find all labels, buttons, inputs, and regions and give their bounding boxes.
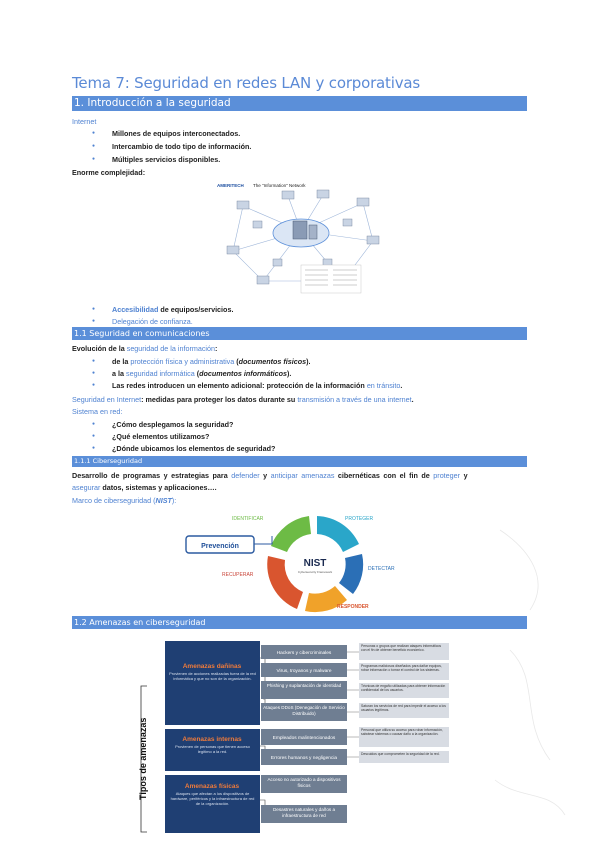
list-item: ● de la protección física y administrativa (documentos físicos). — [92, 357, 311, 366]
background-decoration — [490, 520, 570, 820]
group-desc: Provienen de personas que tienen acceso legítimo a la red. — [175, 744, 250, 754]
group-desc: Provienen de acciones realizadas fuera de la red informática y que no son de la organización. — [169, 671, 256, 681]
subsection-heading: 1.1 Seguridad en comunicaciones — [72, 327, 527, 340]
group-title: Amenazas físicas — [184, 783, 240, 790]
prevencion-label: Prevención — [201, 543, 239, 550]
document-title: Tema 7: Seguridad en redes LAN y corporativas — [72, 74, 420, 92]
ciber-paragraph: Desarrollo de programas y estrategias para defender y anticipar amenazas cibernéticas con el fin de proteger y — [72, 471, 468, 480]
list-item: ● Delegación de confianza. — [92, 317, 193, 326]
svg-text:Empleados malintencionados: Empleados malintencionados — [272, 736, 336, 741]
ciber-paragraph-cont: asegurar datos, sistemas y aplicaciones…. — [72, 483, 217, 492]
identificar-label: IDENTIFICAR — [232, 516, 264, 522]
svg-text:Virus, troyanos y malware: Virus, troyanos y malware — [276, 669, 332, 674]
proteger-label: PROTEGER — [345, 516, 374, 522]
list-item: ● ¿Dónde ubicamos los elementos de seguridad? — [92, 444, 275, 453]
svg-text:Errores humanos y negligencia: Errores humanos y negligencia — [270, 756, 338, 761]
subsection-heading: 1.2 Amenazas en ciberseguridad — [72, 616, 527, 629]
threats-diagram: Tipos de amenazas Amenazas dañinas Provienen de acciones realizadas fuera de la red informática y que no son de la organización. Amenazas internas Provienen de personas que tienen acceso legítimo a la red. Amenazas físicas Ataques que afectan a los dispositivos de hardware, periféricos y la infraestructura de red de la organización. Hackers y cibercriminales Virus, troyanos y malware Phishing y suplantación de identidad Ataques DDoS (Denegación de Servicio Distribuido) Empleados malintencionados Errores humanos y negligencia Acceso no autorizado a dispositivos físicos Desastres naturales y daños a infraestructura de red Personas o grupos que realizan ataques informáticos con el fin de obtener beneficio económico. Programas maliciosos diseñados para dañar equipos, robar información o tomar el control de los sistemas. Técnicas de engaño utilizadas para obtener información confidencial de los usuarios. Saturan los servicios de red para impedir el acceso a los usuarios legítimos. Personal que utiliza su acceso para robar información, sabotear sistemas o causar daño a la organización. Descuidos que comprometen la seguridad de la red. — [125, 638, 465, 836]
evolution-text: Evolución de la seguridad de la información: — [72, 344, 218, 353]
section-heading: 1. Introducción a la seguridad — [72, 96, 527, 111]
nist-label: Marco de ciberseguridad (NIST): — [72, 496, 177, 505]
prevencion-connector — [254, 536, 272, 544]
nist-center-sub: Cybersecurity Framework — [297, 570, 333, 574]
network-caption: The "Information" Network — [253, 183, 306, 188]
list-item: ● Millones de equipos interconectados. — [92, 129, 240, 138]
list-item: ● ¿Qué elementos utilizamos? — [92, 432, 209, 441]
group-desc: Ataques que afectan a los dispositivos de hardware, periféricos y la infraestructura de red de la organización. — [170, 791, 255, 806]
list-item: ● ¿Cómo desplegamos la seguridad? — [92, 420, 233, 429]
group-title: Amenazas dañinas — [182, 663, 242, 670]
threats-axis-label: Tipos de amenazas — [138, 717, 148, 800]
nist-framework-diagram — [180, 508, 400, 620]
sistema-label: Sistema en red: — [72, 407, 123, 416]
threat-note: Personal que utiliza su acceso para robar información, sabotear sistemas o causar daño a la organización. — [361, 728, 443, 736]
threat-note: Personas o grupos que realizan ataques informáticos con el fin de obtener beneficio económico. — [361, 644, 442, 652]
complexity-label: Enorme complejidad: — [72, 168, 146, 177]
threat-note: Técnicas de engaño utilizadas para obtener información confidencial de los usuarios. — [361, 684, 446, 692]
threat-note: Saturan los servicios de red para impedir el acceso a los usuarios legítimos. — [361, 704, 446, 712]
list-item: ● a la seguridad informática (documentos informáticos). — [92, 369, 291, 378]
nist-center-label: NIST — [303, 558, 327, 569]
svg-text:Hackers y cibercriminales: Hackers y cibercriminales — [276, 651, 332, 656]
network-brand: AMERITECH — [217, 183, 244, 188]
subsubsection-heading: 1.1.1 Ciberseguridad — [72, 456, 527, 467]
list-item: ● Múltiples servicios disponibles. — [92, 155, 220, 164]
list-item: ● Accesibilidad de equipos/servicios. — [92, 305, 233, 314]
responder-label: RESPONDER — [337, 604, 369, 610]
internet-label: Internet — [72, 117, 97, 126]
group-title: Amenazas internas — [182, 736, 242, 743]
list-item: ● Las redes introducen un elemento adicional: protección de la información en tránsito. — [92, 381, 402, 390]
list-item: ● Intercambio de todo tipo de información. — [92, 142, 251, 151]
internet-security-text: Seguridad en Internet: medidas para proteger los datos durante su transmisión a través de una internet. — [72, 395, 414, 404]
recuperar-label: RECUPERAR — [222, 572, 254, 578]
detectar-label: DETECTAR — [368, 566, 395, 572]
threat-note: Descuidos que comprometen la seguridad de la red. — [361, 752, 440, 756]
threat-note: Programas maliciosos diseñados para dañar equipos, robar información o tomar el control de los sistemas. — [361, 664, 442, 672]
network-diagram — [213, 181, 388, 296]
detectar-segment — [339, 554, 363, 594]
